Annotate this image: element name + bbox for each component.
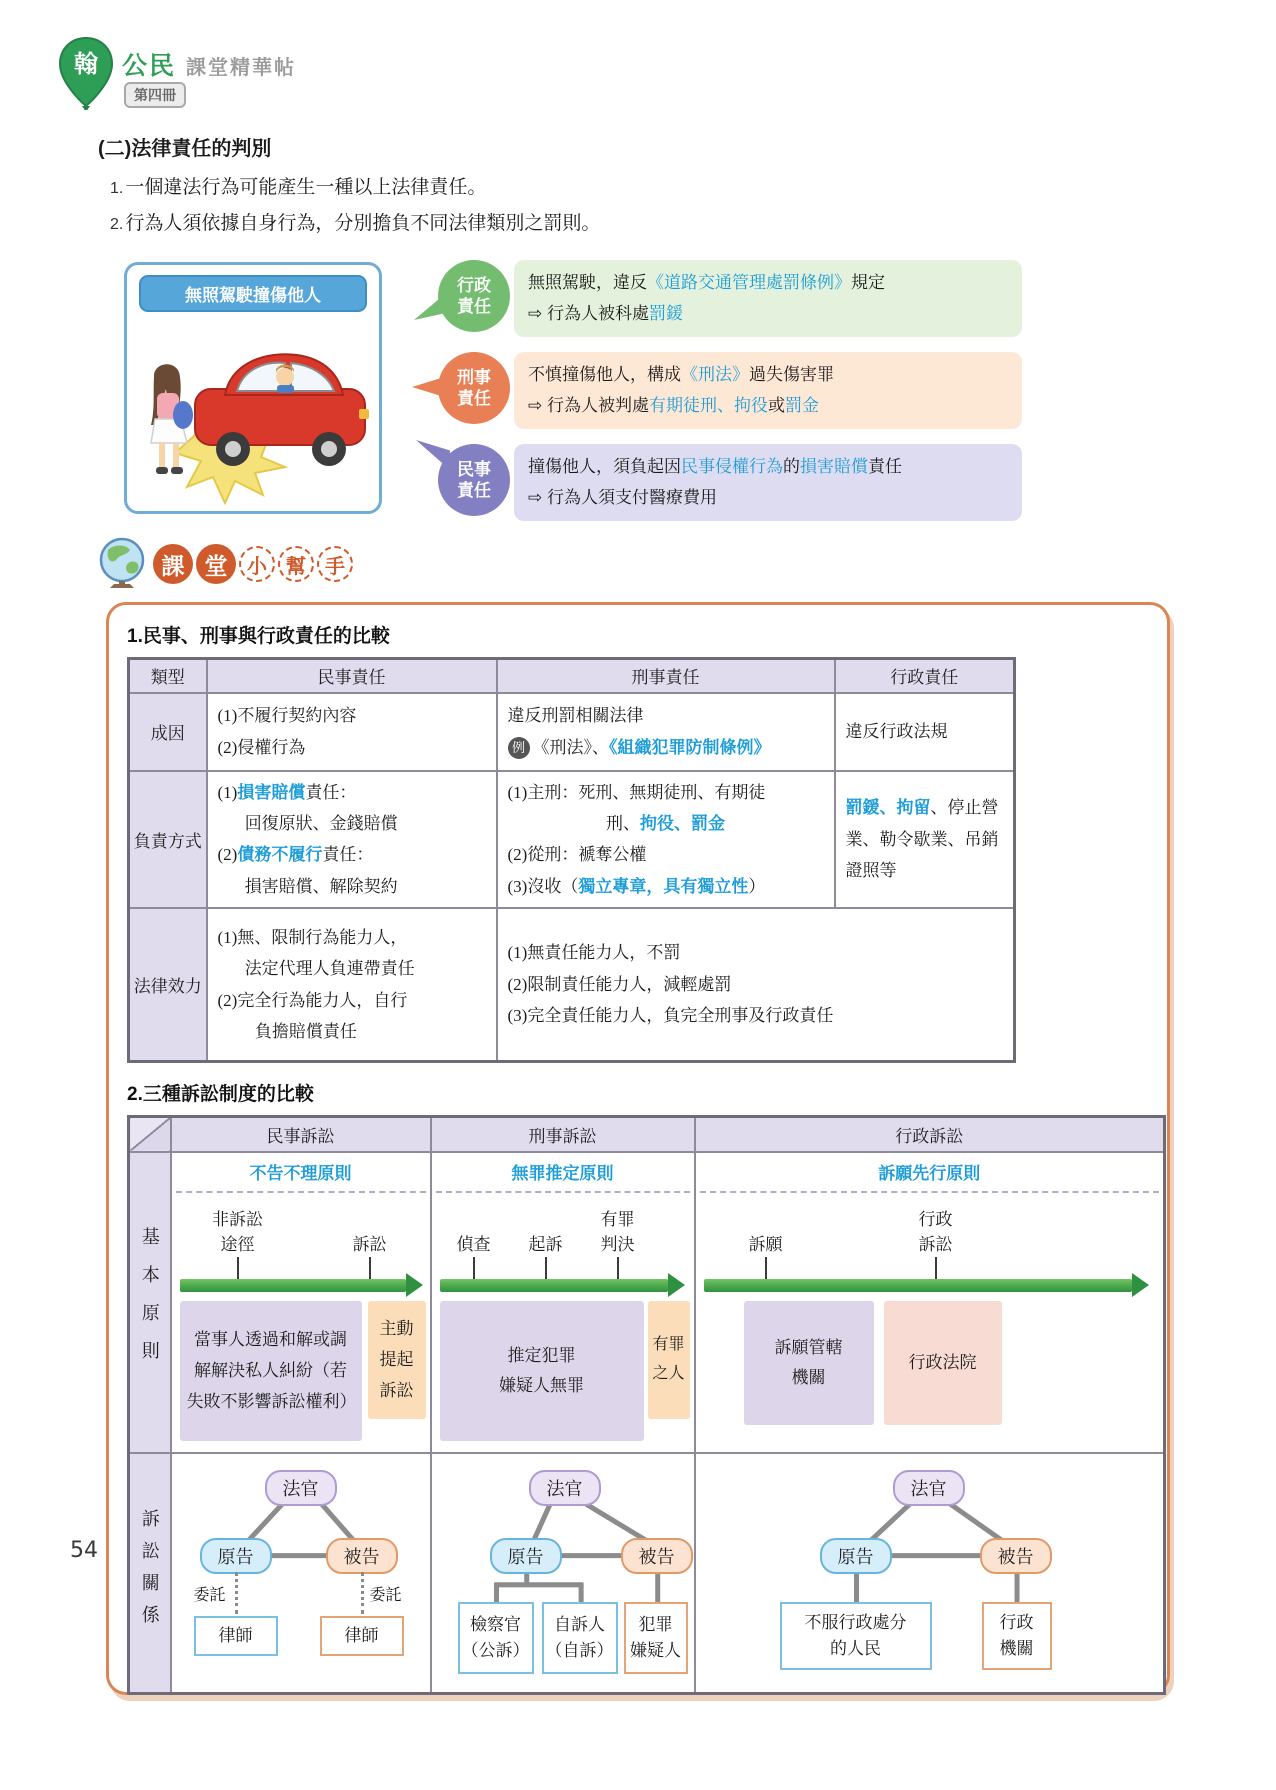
- helper-char: 堂: [196, 544, 236, 584]
- private-prosecutor-box: 自訴人 （自訴）: [542, 1602, 618, 1674]
- row-label: 負責方式: [129, 771, 207, 909]
- col-header-type: 類型: [129, 659, 207, 693]
- judge-pill: 法官: [893, 1470, 965, 1506]
- timeline-label: 訴訟: [352, 1234, 387, 1254]
- timeline-tick: [935, 1257, 937, 1279]
- table2-title: 2.三種訴訟制度的比較: [127, 1083, 314, 1105]
- page-number: 54: [70, 1538, 98, 1563]
- volume-badge: 第四冊: [124, 82, 186, 108]
- timeline-label: 偵查: [456, 1234, 491, 1254]
- plaintiff-pill: 原告: [490, 1538, 562, 1574]
- timeline-tick: [765, 1257, 767, 1279]
- principle-civil-cell: [171, 1152, 431, 1453]
- timeline-arrow: [180, 1279, 406, 1292]
- bubble-label-line: 民事: [457, 459, 491, 479]
- table-row-parties: [129, 1453, 1165, 1693]
- org-chart-civil-cell: [171, 1453, 431, 1693]
- helper-char: 幫: [278, 546, 314, 582]
- civil-bubble-text: [514, 444, 1022, 521]
- admin-bubble-text: [514, 260, 1022, 337]
- timeline-label: 訴願: [748, 1234, 783, 1254]
- criminal-bubble-text: [514, 352, 1022, 429]
- diagonal-corner-cell: [129, 1116, 171, 1152]
- bubble-text-line: 無照駕駛，違反《道路交通管理處罰條例》規定: [528, 273, 885, 292]
- speech-bubble-civil: [438, 444, 1022, 521]
- scenario-card: [124, 262, 382, 514]
- col-header-civil: 民事責任: [207, 659, 497, 693]
- dashed-divider: [176, 1191, 426, 1193]
- brand-subject: 公民: [122, 52, 177, 80]
- principle-title: 無罪推定原則: [511, 1164, 614, 1184]
- table-row-liability: [129, 771, 1015, 909]
- admin-bubble-label: [438, 260, 510, 332]
- timeline-label: 有罪 判決: [600, 1209, 635, 1254]
- liability-admin-cell: 罰鍰、拘留、停止營業、勒令歇業、吊銷證照等: [835, 771, 1015, 909]
- helper-char: 小: [239, 546, 275, 582]
- timeline-tick: [473, 1257, 475, 1279]
- cause-civil-cell: (1)不履行契約內容 (2)侵權行為: [207, 693, 497, 771]
- timeline-label: 起訴: [528, 1234, 563, 1254]
- timeline-tick: [369, 1257, 371, 1279]
- row-label-parties: 訴訟關係: [129, 1453, 171, 1693]
- timeline-arrow: [704, 1279, 1132, 1292]
- speech-bubble-criminal: [438, 352, 1022, 429]
- timeline-box: 主動 提起 訴訟: [368, 1301, 426, 1419]
- agency-box: 行政 機關: [982, 1602, 1052, 1670]
- brand-series: 課堂精華帖: [186, 57, 297, 79]
- liability-civil-cell: (1)損害賠償責任： 回復原狀、金錢賠償 (2)債務不履行責任： 損害賠償、解除契約: [207, 771, 497, 909]
- timeline-label: 非訴訟 途徑: [212, 1209, 263, 1254]
- list-number: 2.: [110, 216, 124, 233]
- citizen-box: 不服行政處分 的人民: [780, 1602, 932, 1670]
- globe-icon: [96, 536, 148, 592]
- criminal-bubble-label: [438, 352, 510, 424]
- timeline-tick: [237, 1257, 239, 1279]
- entrust-dotted-line: [361, 1572, 364, 1614]
- bubble-label-line: 責任: [457, 481, 491, 500]
- dashed-divider: [436, 1191, 690, 1193]
- example-badge: 例: [508, 737, 530, 759]
- scenario-title: 無照駕駛撞傷他人: [139, 275, 367, 312]
- org-chart-civil: [172, 1454, 430, 1692]
- location-pin-icon: [58, 36, 114, 110]
- lawyer-box: 律師: [320, 1616, 404, 1656]
- bubble-label-line: 行政: [457, 275, 491, 295]
- entrust-label: 委託: [193, 1587, 226, 1605]
- comparison-card: [106, 602, 1170, 1695]
- org-chart-criminal: [432, 1454, 694, 1692]
- lawyer-box: 律師: [194, 1616, 278, 1656]
- plaintiff-pill: 原告: [200, 1538, 272, 1574]
- brand-line: [122, 46, 296, 82]
- dashed-divider: [700, 1191, 1160, 1193]
- defendant-pill: 被告: [621, 1538, 693, 1574]
- speech-bubble-admin: [438, 260, 1022, 337]
- principle-title: 訴願先行原則: [878, 1164, 981, 1184]
- prosecutor-box: 檢察官 （公訴）: [458, 1602, 534, 1674]
- liability-criminal-cell: (1)主刑：死刑、無期徒刑、有期徒 刑、拘役、罰金 (2)從刑：褫奪公權 (3)沒收（獨立專章，具有獨立性）: [497, 771, 835, 909]
- cause-admin-cell: 違反行政法規: [835, 693, 1015, 771]
- timeline-arrow: [440, 1279, 668, 1292]
- defendant-pill: 被告: [980, 1538, 1052, 1574]
- judge-pill: 法官: [529, 1470, 601, 1506]
- helper-badge: [96, 536, 353, 592]
- bubble-label-line: 責任: [457, 297, 491, 316]
- timeline-box: 當事人透過和解或調解解決私人糾紛（若失敗不影響訴訟權利）: [180, 1301, 362, 1441]
- table1-title: 1.民事、刑事與行政責任的比較: [127, 626, 390, 647]
- judge-pill: 法官: [265, 1470, 337, 1506]
- civil-bubble-label: [438, 444, 510, 516]
- org-chart-criminal-cell: [431, 1453, 695, 1693]
- responsibility-table: [127, 657, 1016, 1063]
- car-accident-illustration: [133, 317, 377, 509]
- entrust-dotted-line: [235, 1572, 238, 1614]
- timeline-box: 行政法院: [884, 1301, 1002, 1425]
- cause-criminal-cell: 違反刑罰相關法律 例 《刑法》、《組織犯罪防制條例》: [497, 693, 835, 771]
- table-header-row: [129, 1116, 1165, 1152]
- defendant-pill: 被告: [326, 1538, 398, 1574]
- bubble-text-line: 撞傷他人，須負起因民事侵權行為的損害賠償責任: [528, 457, 902, 476]
- timeline-box: 有罪 之人: [648, 1301, 690, 1419]
- table-row-principles: [129, 1152, 1165, 1453]
- litigation-table: [127, 1115, 1166, 1695]
- list-item-1: [110, 172, 486, 199]
- org-chart-admin-cell: [695, 1453, 1165, 1693]
- bubble-text-line: ⇨ 行為人被科處罰鍰: [528, 304, 683, 324]
- org-chart-admin: [696, 1454, 1164, 1692]
- helper-char: 手: [317, 546, 353, 582]
- col-header-criminal: 刑事責任: [497, 659, 835, 693]
- list-text: 行為人須依據自身行為，分別擔負不同法律類別之罰則。: [125, 213, 601, 234]
- effect-merged-cell: (1)無責任能力人，不罰 (2)限制責任能力人，減輕處罰 (3)完全責任能力人，負完全刑事及行政責任: [497, 908, 1015, 1061]
- plaintiff-pill: 原告: [820, 1538, 892, 1574]
- principle-criminal-cell: [431, 1152, 695, 1453]
- col-header-civil-suit: 民事訴訟: [171, 1116, 431, 1152]
- principle-title: 不告不理原則: [249, 1164, 352, 1184]
- suspect-box: 犯罪 嫌疑人: [624, 1602, 688, 1674]
- bubble-label-line: 責任: [457, 389, 491, 408]
- row-label: 成因: [129, 693, 207, 771]
- helper-char: 課: [153, 544, 193, 584]
- list-number: 1.: [110, 180, 124, 197]
- list-text: 一個違法行為可能產生一種以上法律責任。: [125, 177, 487, 198]
- row-label: 法律效力: [129, 908, 207, 1061]
- list-item-2: [110, 208, 600, 235]
- table-header-row: [129, 659, 1015, 693]
- timeline-tick: [617, 1257, 619, 1279]
- timeline-tick: [545, 1257, 547, 1279]
- col-header-criminal-suit: 刑事訴訟: [431, 1116, 695, 1152]
- col-header-admin-suit: 行政訴訟: [695, 1116, 1165, 1152]
- bubble-text-line: ⇨ 行為人須支付醫療費用: [528, 488, 717, 508]
- table-row-cause: [129, 693, 1015, 771]
- bubble-label-line: 刑事: [457, 367, 491, 387]
- table-row-effect: [129, 908, 1015, 1061]
- timeline-box: 推定犯罪 嫌疑人無罪: [440, 1301, 644, 1441]
- entrust-label: 委託: [369, 1587, 402, 1605]
- bubble-text-line: 不慎撞傷他人，構成《刑法》過失傷害罪: [528, 365, 834, 384]
- section-title: (二)法律責任的判別: [98, 138, 272, 160]
- row-label-principles: 基本原則: [129, 1152, 171, 1453]
- effect-civil-cell: (1)無、限制行為能力人， 法定代理人負連帶責任 (2)完全行為能力人，自行 負擔賠償責任: [207, 908, 497, 1061]
- timeline-box: 訴願管轄 機關: [744, 1301, 874, 1425]
- logo-char: 翰: [74, 51, 98, 78]
- col-header-admin: 行政責任: [835, 659, 1015, 693]
- principle-admin-cell: [695, 1152, 1165, 1453]
- bubble-text-line: ⇨ 行為人被判處有期徒刑、拘役或罰金: [528, 396, 819, 416]
- timeline-label: 行政 訴訟: [918, 1209, 953, 1254]
